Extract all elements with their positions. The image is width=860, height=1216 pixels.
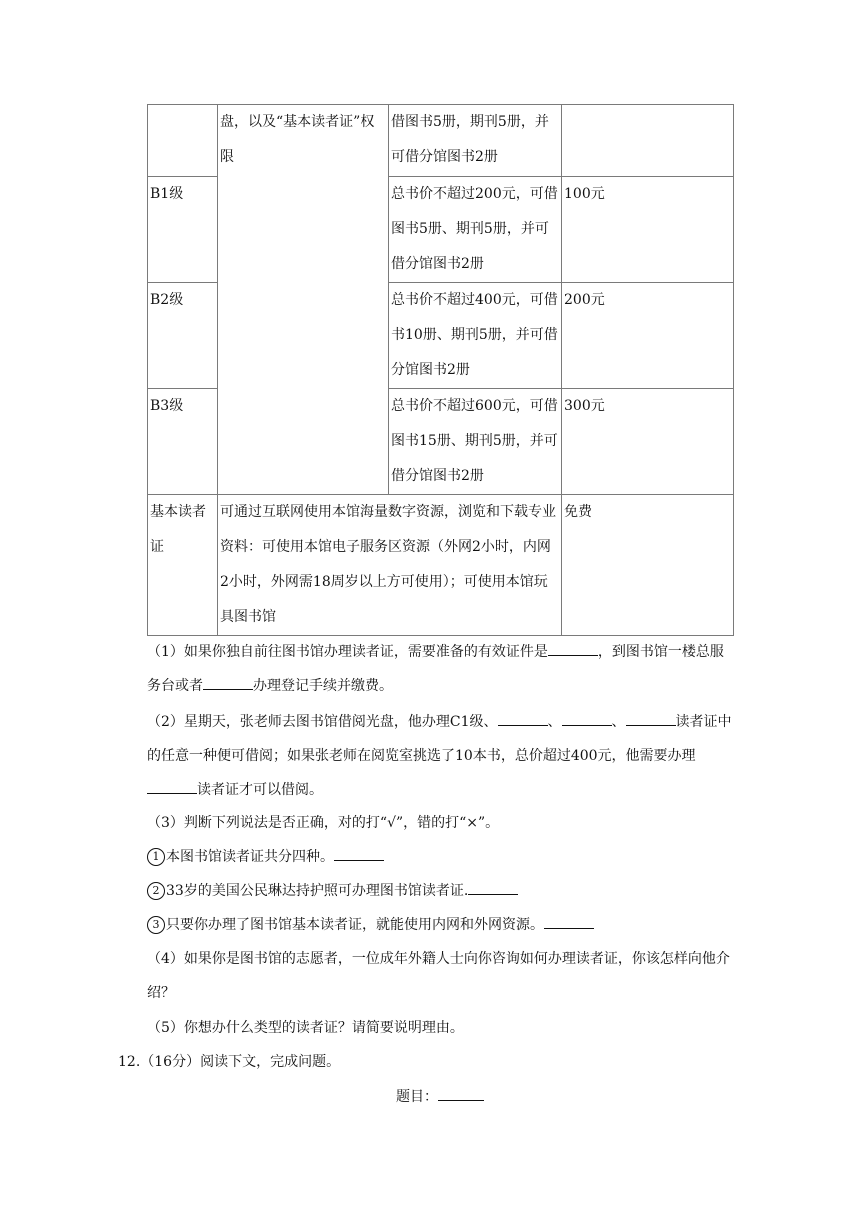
judgment-item: 2 33岁的美国公民琳达持护照可办理图书馆读者证. (147, 874, 733, 908)
reader-card-table (147, 104, 734, 636)
judgment-item: 1 本图书馆读者证共分四种。 (147, 840, 733, 874)
table-row (148, 105, 734, 177)
question-4: （4）如果你是图书馆的志愿者，一位成年外籍人士向你咨询如何办理读者证，你该怎样向他介绍？ (147, 951, 730, 1001)
table-cell-level: B2级 (148, 283, 218, 389)
table-cell-limit: 总书价不超过200元，可借图书5册、期刊5册，并可借分馆图书2册 (389, 177, 562, 283)
answer-blank (562, 711, 612, 726)
answer-blank (203, 675, 253, 690)
answer-blank (468, 880, 518, 895)
table-cell-limit: 总书价不超过400元，可借书10册、期刊5册，并可借分馆图书2册 (389, 283, 562, 389)
question-2: （2）星期天，张老师去图书馆借阅光盘，他办理C1级、 、 、 读者证中的任意一种便可借阅；如果张老师在阅览室挑选了10本书，总价超过400元，他需要办理读者证才可以借阅。 (147, 705, 733, 807)
table-cell-level: B3级 (148, 389, 218, 495)
table-cell-deposit: 300元 (562, 389, 734, 495)
answer-blank (438, 1086, 484, 1101)
answer-blank (334, 846, 384, 861)
table-cell-level (148, 105, 218, 177)
table-cell-deposit: 免费 (562, 495, 734, 636)
question-1: （1）如果你独自前往图书馆办理读者证，需要准备的有效证件是 ，到图书馆一楼总服务台或者 办理登记手续并缴费。 (147, 635, 733, 703)
title-line: 题目： (396, 1080, 596, 1114)
table-cell-rights: 盘，以及“基本读者证”权限 (218, 105, 389, 495)
answer-blank (626, 711, 676, 726)
table-cell-deposit (562, 105, 734, 177)
question-12-heading: 12.（16分）阅读下文，完成问题。 (118, 1054, 341, 1070)
judgment-item: 3 只要你办理了图书馆基本读者证，就能使用内网和外网资源。 (147, 908, 733, 942)
table-cell-deposit: 200元 (562, 283, 734, 389)
circled-number: 2 (147, 882, 165, 900)
circled-number: 1 (147, 848, 165, 866)
table-cell-level: B1级 (148, 177, 218, 283)
table-cell-deposit: 100元 (562, 177, 734, 283)
table-cell-limit: 借图书5册，期刊5册，并可借分馆图书2册 (389, 105, 562, 177)
table-cell-level: 基本读者证 (148, 495, 218, 636)
table-cell-rights: 可通过互联网使用本馆海量数字资源，浏览和下载专业资料：可使用本馆电子服务区资源（外网2小时，内网2小时，外网需18周岁以上方可使用）；可使用本馆玩具图书馆 (218, 495, 562, 636)
table-cell-limit: 总书价不超过600元，可借图书15册、期刊5册，并可借分馆图书2册 (389, 389, 562, 495)
question-3: （3）判断下列说法是否正确，对的打“√”，错的打“×”。 (147, 815, 500, 831)
circled-number: 3 (147, 916, 165, 934)
answer-blank (548, 641, 598, 656)
table-row (148, 495, 734, 636)
answer-blank (544, 914, 594, 929)
question-5: （5）你想办什么类型的读者证？请简要说明理由。 (147, 1020, 464, 1036)
answer-blank (498, 711, 548, 726)
answer-blank (147, 779, 197, 794)
